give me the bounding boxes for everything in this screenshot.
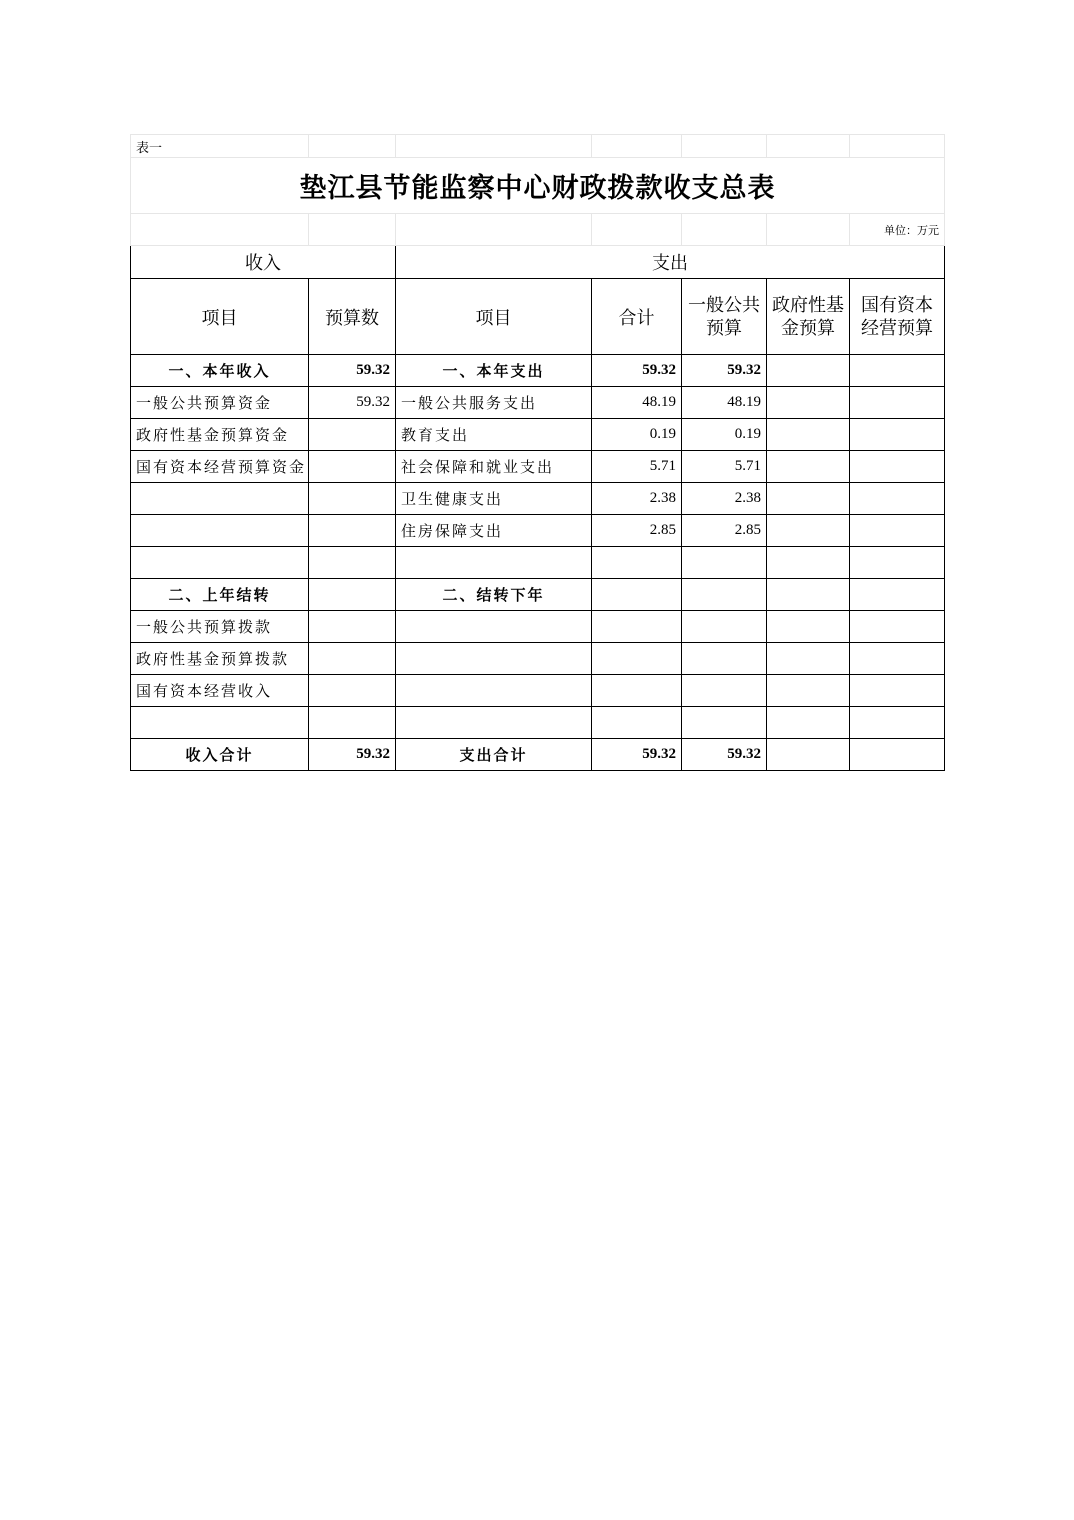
total-cell — [592, 707, 682, 739]
fund-budget-cell — [767, 707, 850, 739]
state-budget-cell — [850, 643, 945, 675]
income-value-cell — [309, 515, 396, 547]
expense-item-cell: 社会保障和就业支出 — [396, 451, 592, 483]
header-row-group — [131, 246, 945, 279]
fund-budget-cell — [767, 483, 850, 515]
fund-budget-cell — [767, 515, 850, 547]
fund-budget-cell — [767, 579, 850, 611]
table-row — [131, 515, 945, 547]
income-value-cell — [309, 547, 396, 579]
income-item-cell: 一、本年收入 — [131, 355, 309, 387]
fund-budget-cell — [767, 355, 850, 387]
table-row — [131, 739, 945, 771]
income-value-cell: 59.32 — [309, 355, 396, 387]
general-budget-cell: 5.71 — [682, 451, 767, 483]
general-budget-cell: 48.19 — [682, 387, 767, 419]
header-row-columns — [131, 279, 945, 355]
total-cell: 0.19 — [592, 419, 682, 451]
state-budget-cell — [850, 547, 945, 579]
state-budget-cell — [850, 355, 945, 387]
total-cell — [592, 643, 682, 675]
fund-budget-cell — [767, 611, 850, 643]
total-cell — [592, 611, 682, 643]
expense-item-cell — [396, 611, 592, 643]
general-budget-cell: 2.85 — [682, 515, 767, 547]
total-cell: 2.85 — [592, 515, 682, 547]
state-budget-cell — [850, 451, 945, 483]
income-value-cell — [309, 483, 396, 515]
state-budget-cell — [850, 579, 945, 611]
general-budget-cell: 59.32 — [682, 355, 767, 387]
fund-budget-cell — [767, 419, 850, 451]
general-budget-cell: 0.19 — [682, 419, 767, 451]
expense-item-cell — [396, 643, 592, 675]
total-cell: 59.32 — [592, 739, 682, 771]
income-item-cell: 收入合计 — [131, 739, 309, 771]
table-row — [131, 451, 945, 483]
col-total: 合计 — [592, 279, 682, 355]
general-budget-cell — [682, 643, 767, 675]
income-value-cell — [309, 451, 396, 483]
state-budget-cell — [850, 707, 945, 739]
general-budget-cell — [682, 579, 767, 611]
income-item-cell — [131, 547, 309, 579]
col-budget: 预算数 — [309, 279, 396, 355]
expense-item-cell: 一般公共服务支出 — [396, 387, 592, 419]
state-budget-cell — [850, 611, 945, 643]
unit-label: 单位：万元 — [850, 214, 945, 246]
table-row — [131, 483, 945, 515]
general-budget-cell: 59.32 — [682, 739, 767, 771]
income-item-cell: 一般公共预算拨款 — [131, 611, 309, 643]
general-budget-cell — [682, 611, 767, 643]
expense-item-cell — [396, 675, 592, 707]
expense-item-cell: 教育支出 — [396, 419, 592, 451]
table-row — [131, 579, 945, 611]
page-title: 垫江县节能监察中心财政拨款收支总表 — [131, 158, 945, 214]
income-value-cell — [309, 675, 396, 707]
income-item-cell: 国有资本经营收入 — [131, 675, 309, 707]
fund-budget-cell — [767, 451, 850, 483]
general-budget-cell: 2.38 — [682, 483, 767, 515]
expense-item-cell — [396, 707, 592, 739]
general-budget-cell — [682, 675, 767, 707]
table-row — [131, 643, 945, 675]
expense-item-cell: 支出合计 — [396, 739, 592, 771]
table-top-area — [131, 135, 945, 246]
income-value-cell — [309, 579, 396, 611]
col-state: 国有资本经营预算 — [850, 279, 945, 355]
state-budget-cell — [850, 515, 945, 547]
state-budget-cell — [850, 739, 945, 771]
fund-budget-cell — [767, 547, 850, 579]
total-cell: 59.32 — [592, 355, 682, 387]
fund-budget-cell — [767, 739, 850, 771]
income-value-cell — [309, 643, 396, 675]
income-item-cell: 一般公共预算资金 — [131, 387, 309, 419]
expense-item-cell — [396, 547, 592, 579]
state-budget-cell — [850, 419, 945, 451]
income-item-cell — [131, 515, 309, 547]
income-value-cell: 59.32 — [309, 739, 396, 771]
budget-table — [130, 134, 945, 771]
total-cell — [592, 547, 682, 579]
income-item-cell — [131, 483, 309, 515]
expense-item-cell: 卫生健康支出 — [396, 483, 592, 515]
income-value-cell — [309, 611, 396, 643]
general-budget-cell — [682, 547, 767, 579]
table-tag: 表一 — [131, 135, 309, 158]
col-income-item: 项目 — [131, 279, 309, 355]
general-budget-cell — [682, 707, 767, 739]
total-cell: 5.71 — [592, 451, 682, 483]
total-cell: 2.38 — [592, 483, 682, 515]
income-value-cell — [309, 707, 396, 739]
table-row — [131, 675, 945, 707]
expense-item-cell: 二、结转下年 — [396, 579, 592, 611]
table-row — [131, 419, 945, 451]
income-header: 收入 — [131, 246, 396, 279]
income-item-cell: 二、上年结转 — [131, 579, 309, 611]
expense-header: 支出 — [396, 246, 945, 279]
fund-budget-cell — [767, 643, 850, 675]
income-item-cell: 国有资本经营预算资金 — [131, 451, 309, 483]
expense-item-cell: 一、本年支出 — [396, 355, 592, 387]
expense-item-cell: 住房保障支出 — [396, 515, 592, 547]
table-row — [131, 611, 945, 643]
state-budget-cell — [850, 387, 945, 419]
table-row — [131, 547, 945, 579]
income-item-cell — [131, 707, 309, 739]
table-body — [131, 246, 945, 771]
fund-budget-cell — [767, 387, 850, 419]
income-item-cell: 政府性基金预算资金 — [131, 419, 309, 451]
total-cell — [592, 579, 682, 611]
total-cell — [592, 675, 682, 707]
table-row — [131, 387, 945, 419]
fund-budget-cell — [767, 675, 850, 707]
income-value-cell — [309, 419, 396, 451]
state-budget-cell — [850, 675, 945, 707]
col-general: 一般公共预算 — [682, 279, 767, 355]
income-value-cell: 59.32 — [309, 387, 396, 419]
col-expense-item: 项目 — [396, 279, 592, 355]
table-row — [131, 355, 945, 387]
total-cell: 48.19 — [592, 387, 682, 419]
table-row — [131, 707, 945, 739]
col-fund: 政府性基金预算 — [767, 279, 850, 355]
income-item-cell: 政府性基金预算拨款 — [131, 643, 309, 675]
state-budget-cell — [850, 483, 945, 515]
